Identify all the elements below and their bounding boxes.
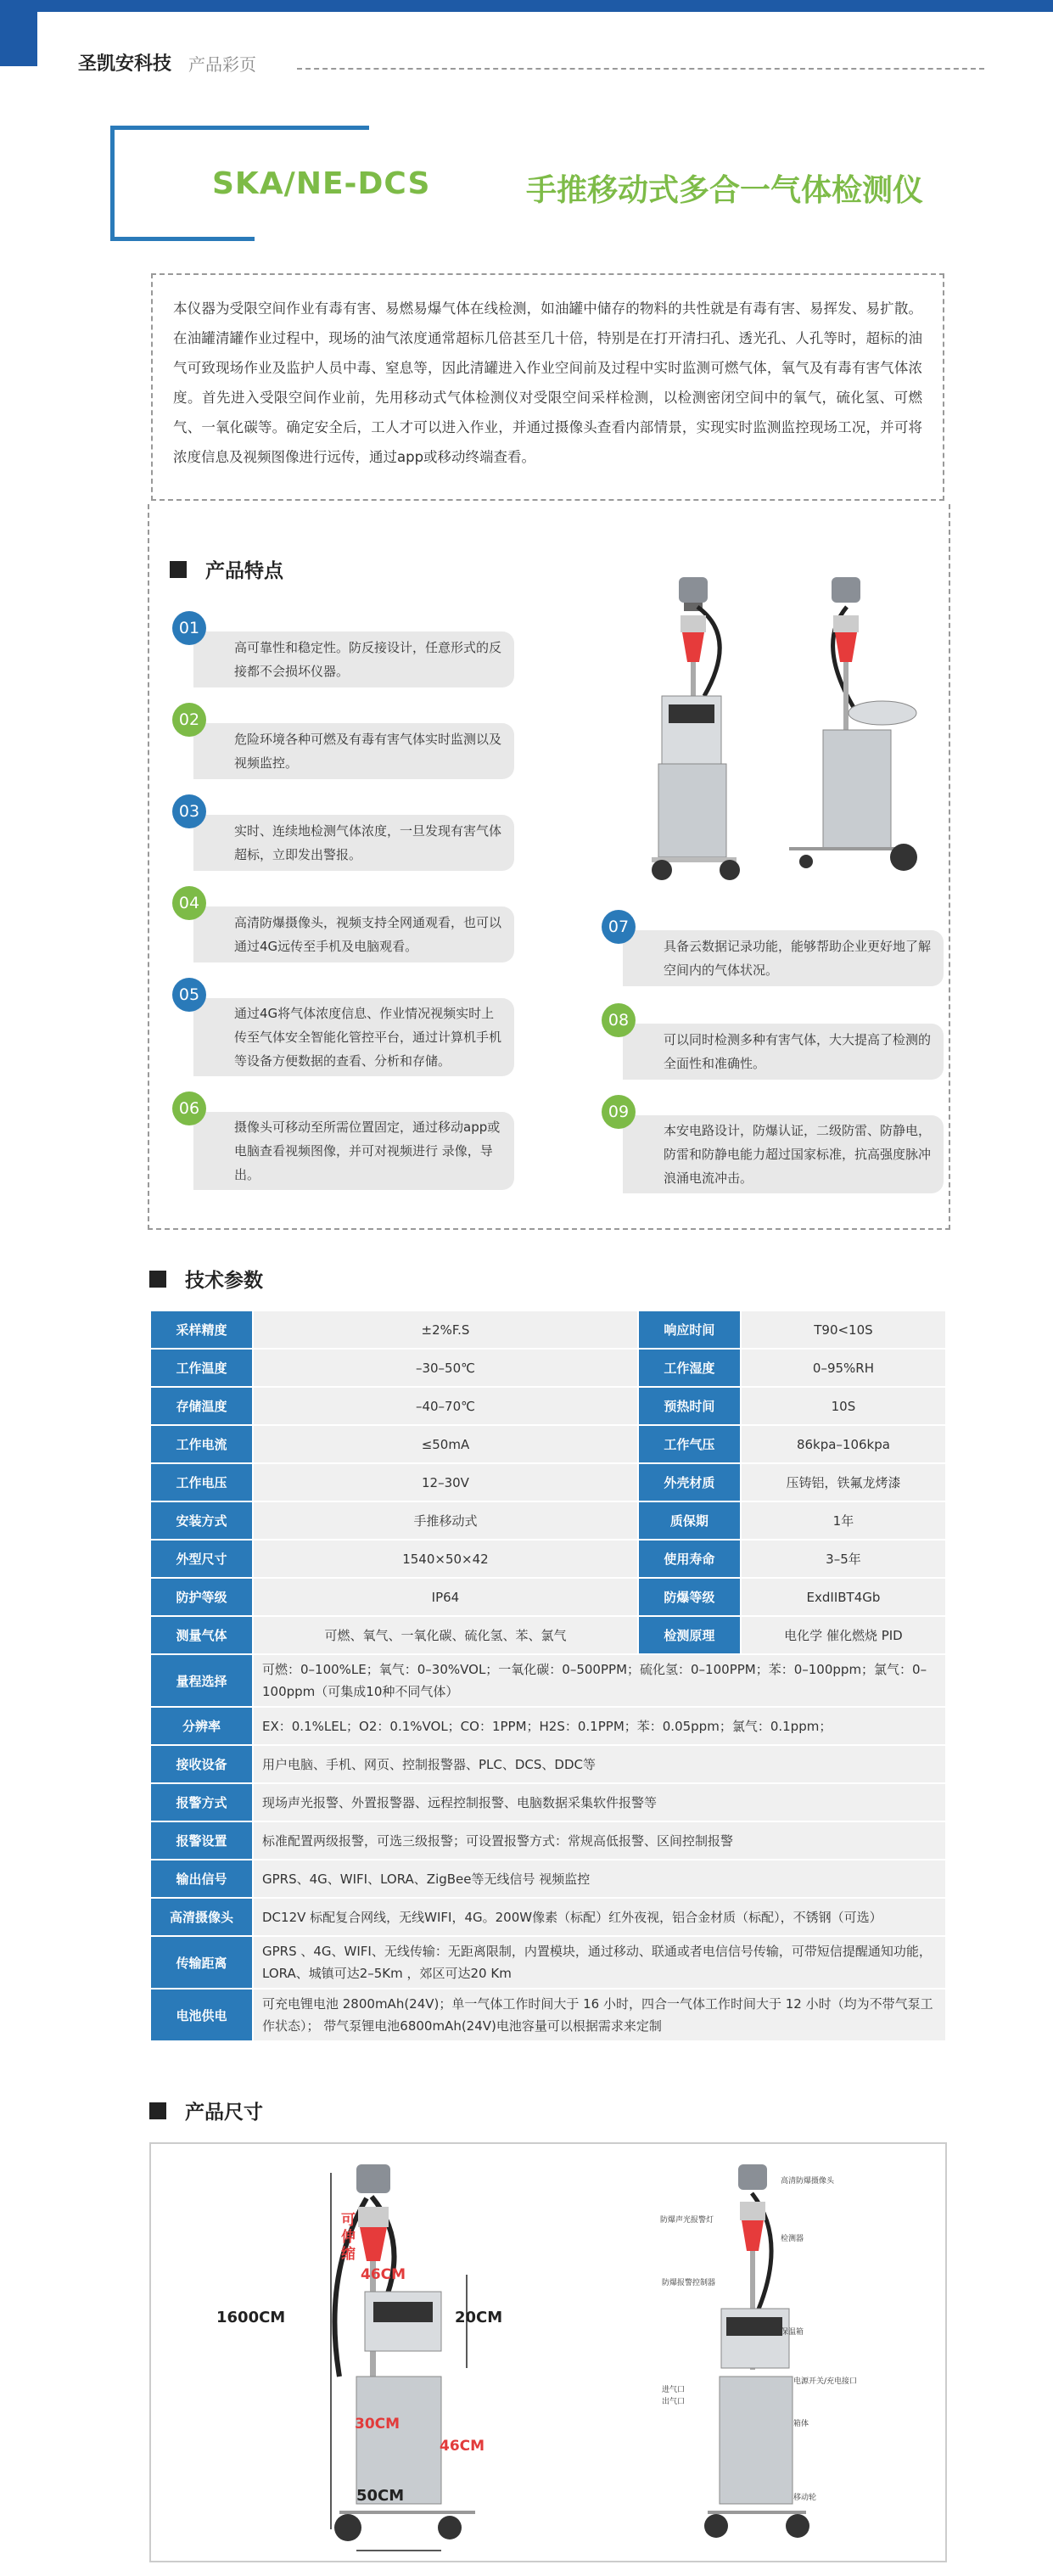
feature-text: 摄像头可移动至所需位置固定，通过移动app或电脑查看视频图像，并可对视频进行 录像，导出。 xyxy=(234,1120,501,1182)
spec-label: 安装方式 xyxy=(150,1501,253,1540)
spec-value: 3–5年 xyxy=(741,1540,946,1578)
spec-label: 外型尺寸 xyxy=(150,1540,253,1578)
dimension-height: 1600CM xyxy=(216,2309,286,2326)
spec-value: 手推移动式 xyxy=(253,1501,638,1540)
size-frame xyxy=(149,2142,947,2562)
spec-value: GPRS、4G、WIFI、LORA、ZigBee等无线信号 视频监控 xyxy=(253,1860,946,1898)
spec-label: 响应时间 xyxy=(638,1310,741,1349)
feature-item xyxy=(193,1112,514,1190)
feature-text: 危险环境各种可燃及有毒有害气体实时监测以及视频监控。 xyxy=(234,732,502,771)
spec-value: 压铸铝，铁氟龙烤漆 xyxy=(741,1463,946,1501)
spec-value: IP64 xyxy=(253,1578,638,1616)
spec-table xyxy=(149,1310,947,2042)
spec-value: –40–70℃ xyxy=(253,1387,638,1425)
feature-item xyxy=(193,998,514,1076)
spec-value: 10S xyxy=(741,1387,946,1425)
feature-item xyxy=(193,723,514,779)
feature-text: 实时、连续地检测气体浓度，一旦发现有害气体超标，立即发出警报。 xyxy=(234,823,502,862)
table-row xyxy=(150,1989,946,2041)
table-row xyxy=(150,1707,946,1745)
table-row xyxy=(150,1310,946,1349)
feature-number-badge: 03 xyxy=(172,794,206,828)
feature-item xyxy=(193,906,514,962)
spec-label: 接收设备 xyxy=(150,1745,253,1783)
feature-text: 通过4G将气体浓度信息、作业情况视频实时上传至气体安全智能化管控平台，通过计算机手机等设备方便数据的查看、分析和存储。 xyxy=(234,1006,502,1069)
corner-accent xyxy=(0,0,37,66)
feature-item xyxy=(193,631,514,687)
feature-number-badge: 05 xyxy=(172,978,206,1012)
size-heading-label: 产品尺寸 xyxy=(185,2102,263,2124)
spec-label: 高清摄像头 xyxy=(150,1898,253,1936)
spec-label: 传输距离 xyxy=(150,1936,253,1989)
title-frame-top xyxy=(110,126,369,130)
brand-subtitle: 产品彩页 xyxy=(188,54,256,75)
table-row xyxy=(150,1578,946,1616)
spec-label: 工作温度 xyxy=(150,1349,253,1387)
callout-label: 进气口 xyxy=(662,2386,686,2394)
product-photo xyxy=(645,569,925,891)
spec-value: 用户电脑、手机、网页、控制报警器、PLC、DCS、DDC等 xyxy=(253,1745,946,1783)
spec-value: ExdIIBT4Gb xyxy=(741,1578,946,1616)
spec-label: 防护等级 xyxy=(150,1578,253,1616)
table-row xyxy=(150,1349,946,1387)
callout-label: 检测器 xyxy=(781,2235,804,2243)
feature-text: 本安电路设计，防爆认证，二级防雷、防静电，防雷和防静电能力超过国家标准，抗高强度脉冲浪涌电流冲击。 xyxy=(664,1123,932,1186)
spec-value: 可充电锂电池 2800mAh(24V)；单一气体工作时间大于 16 小时，四合一气体工作时间大于 12 小时（均为不带气泵工作状态）； 带气泵锂电池6800mAh(24V)电池容量可以根据需求来定制 xyxy=(253,1989,946,2041)
table-row xyxy=(150,1745,946,1783)
spec-label: 分辨率 xyxy=(150,1707,253,1745)
spec-label: 外壳材质 xyxy=(638,1463,741,1501)
table-row xyxy=(150,1387,946,1425)
spec-value: GPRS 、4G、WIFI、无线传输：无距离限制，内置模块，通过移动、联通或者电信信号传输，可带短信提醒通知功能，LORA、城镇可达2–5Km ，郊区可达20 Km xyxy=(253,1936,946,1989)
table-row xyxy=(150,1425,946,1463)
spec-value: DC12V 标配复合网线，无线WIFI，4G。200W像素（标配）红外夜视，铝合金材质（标配），不锈钢（可选） xyxy=(253,1898,946,1936)
spec-label: 存储温度 xyxy=(150,1387,253,1425)
feature-number-badge: 02 xyxy=(172,703,206,737)
spec-value: ±2%F.S xyxy=(253,1310,638,1349)
table-row xyxy=(150,1463,946,1501)
spec-label: 使用寿命 xyxy=(638,1540,741,1578)
spec-value: 现场声光报警、外置报警器、远程控制报警、电脑数据采集软件报警等 xyxy=(253,1783,946,1821)
machine-front-view xyxy=(652,577,740,880)
feature-text: 可以同时检测多种有害气体，大大提高了检测的全面性和准确性。 xyxy=(664,1032,932,1071)
spec-value: 12–30V xyxy=(253,1463,638,1501)
spec-label: 量程选择 xyxy=(150,1654,253,1707)
spec-value: 1年 xyxy=(741,1501,946,1540)
feature-number-badge: 06 xyxy=(172,1092,206,1125)
size-heading xyxy=(149,2096,263,2124)
feature-number-badge: 01 xyxy=(172,611,206,645)
callout-label: 高清防爆摄像头 xyxy=(781,2177,835,2186)
header-divider xyxy=(297,68,984,70)
dimension-width: 50CM xyxy=(356,2487,405,2505)
dimension-stretch: 可伸缩 xyxy=(341,2212,356,2263)
features-heading xyxy=(170,555,283,583)
dimension-arm: 46CM xyxy=(361,2266,406,2283)
spec-label: 输出信号 xyxy=(150,1860,253,1898)
spec-value: 标准配置两级报警，可选三级报警；可设置报警方式：常规高低报警、区间控制报警 xyxy=(253,1821,946,1860)
feature-text: 高清防爆摄像头，视频支持全网通观看，也可以通过4G远传至手机及电脑观看。 xyxy=(234,915,502,954)
spec-value: EX：0.1%LEL；O2：0.1%VOL；CO：1PPM；H2S：0.1PPM；苯：0.05ppm；氯气：0.1ppm； xyxy=(253,1707,946,1745)
feature-text: 高可靠性和稳定性。防反接设计，任意形式的反接都不会损坏仪器。 xyxy=(234,640,502,679)
feature-number-badge: 04 xyxy=(172,886,206,920)
spec-value: ≤50mA xyxy=(253,1425,638,1463)
spec-value: T90<10S xyxy=(741,1310,946,1349)
dimension-base-height: 30CM xyxy=(355,2416,400,2433)
brand-name: 圣凯安科技 xyxy=(78,53,172,75)
table-row xyxy=(150,1501,946,1540)
spec-label: 电池供电 xyxy=(150,1989,253,2041)
feature-number-badge: 07 xyxy=(602,910,636,944)
spec-label: 检测原理 xyxy=(638,1616,741,1654)
table-row xyxy=(150,1540,946,1578)
table-row xyxy=(150,1898,946,1936)
callout-label: 防爆声光报警灯 xyxy=(660,2216,714,2225)
feature-text: 具备云数据记录功能，能够帮助企业更好地了解空间内的气体状况。 xyxy=(664,939,932,978)
spec-value: 可燃：0–100%LE；氧气：0–30%VOL；一氧化碳：0–500PPM；硫化氢：0–100PPM；苯：0–100ppm；氯气：0–100ppm（可集成10种不同气体） xyxy=(253,1654,946,1707)
size-diagram-machine xyxy=(305,2156,509,2555)
callout-label: 防爆报警控制器 xyxy=(662,2279,716,2287)
callout-label: 出气口 xyxy=(662,2398,686,2406)
square-bullet-icon xyxy=(170,561,187,578)
spec-label: 质保期 xyxy=(638,1501,741,1540)
callout-label: 电源开关/充电接口 xyxy=(793,2377,858,2386)
dimension-base-depth: 46CM xyxy=(440,2438,485,2455)
spec-label: 预热时间 xyxy=(638,1387,741,1425)
callout-label: 保温箱 xyxy=(781,2328,804,2337)
dimension-box: 20CM xyxy=(455,2309,503,2326)
spec-value: –30–50℃ xyxy=(253,1349,638,1387)
table-row xyxy=(150,1860,946,1898)
top-accent-bar xyxy=(37,0,1053,12)
spec-label: 防爆等级 xyxy=(638,1578,741,1616)
spec-label: 工作电流 xyxy=(150,1425,253,1463)
spec-value: 1540×50×42 xyxy=(253,1540,638,1578)
callout-label: 箱体 xyxy=(793,2420,809,2428)
square-bullet-icon xyxy=(149,2102,166,2119)
specs-heading-label: 技术参数 xyxy=(185,1270,263,1292)
square-bullet-icon xyxy=(149,1271,166,1288)
spec-label: 报警设置 xyxy=(150,1821,253,1860)
callout-label: 移动轮 xyxy=(793,2494,817,2502)
intro-text: 本仪器为受限空间作业有毒有害、易燃易爆气体在线检测，如油罐中储存的物料的共性就是有毒有害、易挥发、易扩散。在油罐清罐作业过程中，现场的油气浓度通常超标几倍甚至几十倍，特别是在打开清扫孔、透光孔、人孔等时，超标的油气可致现场作业及监护人员中毒、窒息等，因此清罐进入作业空间前及过程中实时监测可燃气体，氧气及有毒有害气体浓度。首先进入受限空间作业前，先用移动式气体检测仪对受限空间采样检测，以检测密闭空间中的氧气，硫化氢、可燃气、一氧化碳等。确定安全后，工人才可以进入作业，并通过摄像头查看内部情景，实现实时监测监控现场工况，并可将浓度信息及视频图像进行远传，通过app或移动终端查看。 xyxy=(151,273,944,501)
spec-label: 工作气压 xyxy=(638,1425,741,1463)
feature-item xyxy=(623,1115,944,1193)
table-row xyxy=(150,1821,946,1860)
feature-item xyxy=(623,1024,944,1080)
spec-value: 电化学 催化燃烧 PID xyxy=(741,1616,946,1654)
spec-value: 86kpa–106kpa xyxy=(741,1425,946,1463)
table-row xyxy=(150,1654,946,1707)
spec-label: 采样精度 xyxy=(150,1310,253,1349)
table-row xyxy=(150,1783,946,1821)
product-model: SKA/NE-DCS xyxy=(212,166,431,201)
specs-heading xyxy=(149,1265,263,1293)
spec-value: 0–95%RH xyxy=(741,1349,946,1387)
features-heading-label: 产品特点 xyxy=(205,560,283,582)
feature-item xyxy=(193,815,514,871)
feature-number-badge: 08 xyxy=(602,1003,636,1037)
spec-label: 报警方式 xyxy=(150,1783,253,1821)
product-title: 手推移动式多合一气体检测仪 xyxy=(526,173,924,208)
table-row xyxy=(150,1616,946,1654)
feature-number-badge: 09 xyxy=(602,1095,636,1129)
spec-label: 测量气体 xyxy=(150,1616,253,1654)
feature-item xyxy=(623,930,944,986)
spec-label: 工作湿度 xyxy=(638,1349,741,1387)
machine-side-view xyxy=(789,577,917,871)
table-row xyxy=(150,1936,946,1989)
spec-value: 可燃、氧气、一氧化碳、硫化氢、苯、氯气 xyxy=(253,1616,638,1654)
spec-label: 工作电压 xyxy=(150,1463,253,1501)
